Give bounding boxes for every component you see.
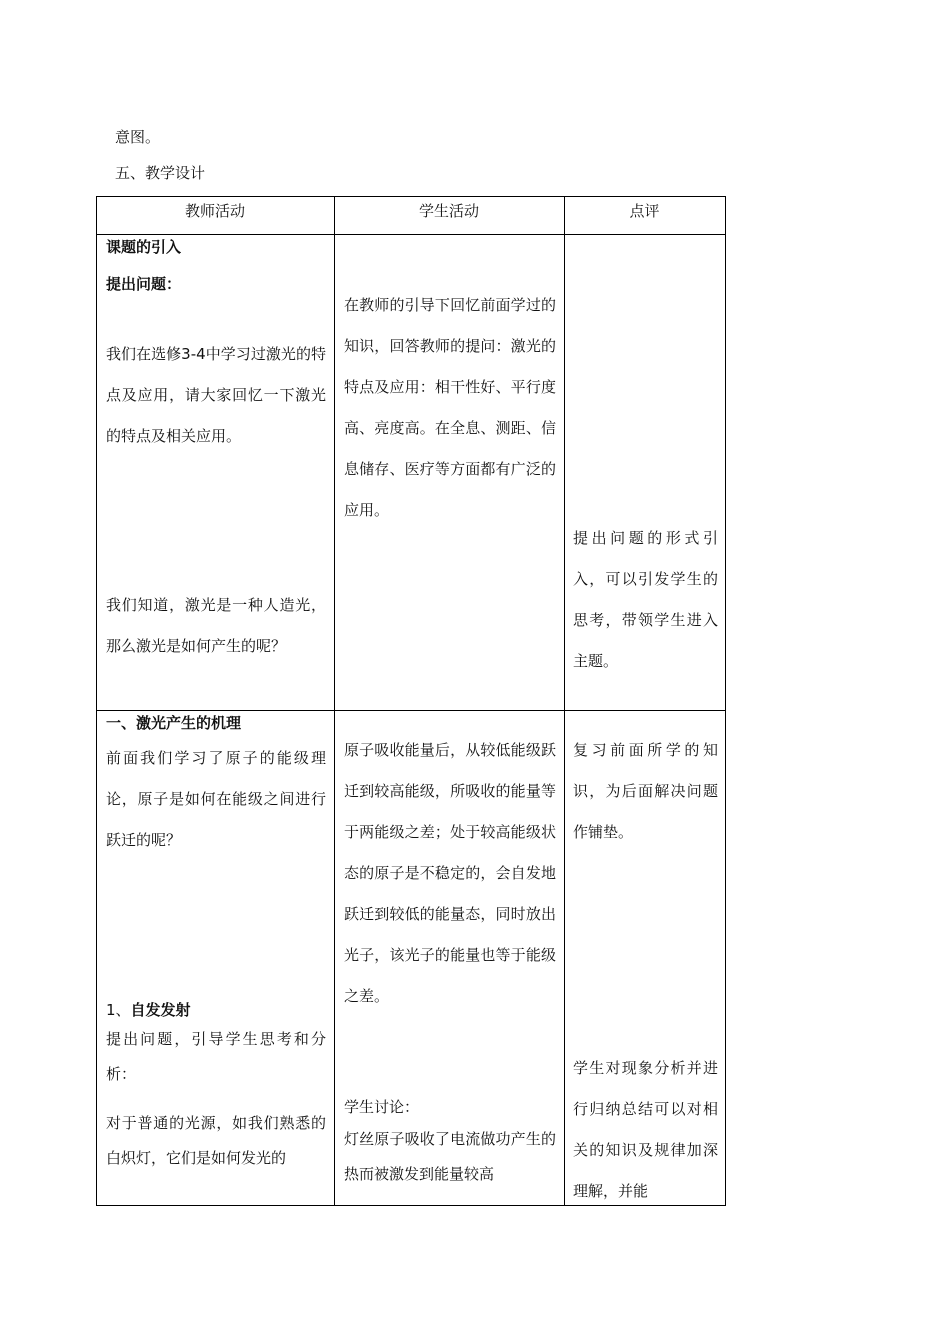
header-teacher: 教师活动 xyxy=(184,202,245,220)
teacher-heading-spontaneous xyxy=(106,997,191,1024)
header-student: 学生活动 xyxy=(418,202,479,220)
heading-label: 自发发射 xyxy=(130,1001,191,1019)
teacher-text-light-source: 对于普通的光源，如我们熟悉的白炽灯，它们是如何发光的 xyxy=(106,1114,326,1167)
student-heading-discussion: 学生讨论： xyxy=(344,1098,420,1116)
student-text-transition: 原子吸收能量后，从较低能级跃迁到较高能级，所吸收的能量等于两能级之差；处于较高能级状态的原子是不稳定的，会自发地跃迁到较低的能量态，同时放出光子，该光子的能量也等于能级之差。 xyxy=(344,741,556,1005)
header-comment: 点评 xyxy=(629,202,660,220)
table-border-left xyxy=(96,196,97,1206)
comment-text-review: 复习前面所学的知识，为后面解决问题作铺垫。 xyxy=(573,741,718,841)
table-border-right xyxy=(725,196,726,1206)
intro-text: 意图。 xyxy=(115,128,161,146)
comment-text-intro: 提出问题的形式引入，可以引发学生的思考，带领学生进入主题。 xyxy=(573,529,718,670)
teacher-heading-question: 提出问题： xyxy=(106,275,182,293)
teacher-heading-mechanism: 一、激光产生的机理 xyxy=(106,714,242,732)
table-col-divider-1 xyxy=(334,196,335,1206)
teacher-text-laser-question: 我们知道，激光是一种人造光，那么激光是如何产生的呢？ xyxy=(106,596,326,655)
student-text-discussion: 灯丝原子吸收了电流做功产生的热而被激发到能量较高 xyxy=(344,1130,556,1183)
teacher-text-energy-levels: 前面我们学习了原子的能级理论，原子是如何在能级之间进行跃迁的呢？ xyxy=(106,749,326,849)
teacher-heading-intro: 课题的引入 xyxy=(106,238,182,256)
student-text-recall: 在教师的引导下回忆前面学过的知识，回答教师的提问：激光的特点及应用：相干性好、平行度高、亮度高。在全息、测距、信息储存、医疗等方面都有广泛的应用。 xyxy=(344,296,556,519)
table-col-divider-2 xyxy=(564,196,565,1206)
table-header-divider xyxy=(96,234,726,235)
table-border-top xyxy=(96,196,726,197)
comment-text-analysis: 学生对现象分析并进行归纳总结可以对相关的知识及规律加深理解，并能 xyxy=(573,1059,718,1200)
heading-number: 1、 xyxy=(106,1001,131,1019)
teaching-design-table xyxy=(96,196,726,1206)
section-heading: 五、教学设计 xyxy=(115,164,206,182)
teacher-text-recall: 我们在选修3-4中学习过激光的特点及应用，请大家回忆一下激光的特点及相关应用。 xyxy=(106,345,326,445)
teacher-text-guide: 提出问题，引导学生思考和分析： xyxy=(106,1030,326,1083)
